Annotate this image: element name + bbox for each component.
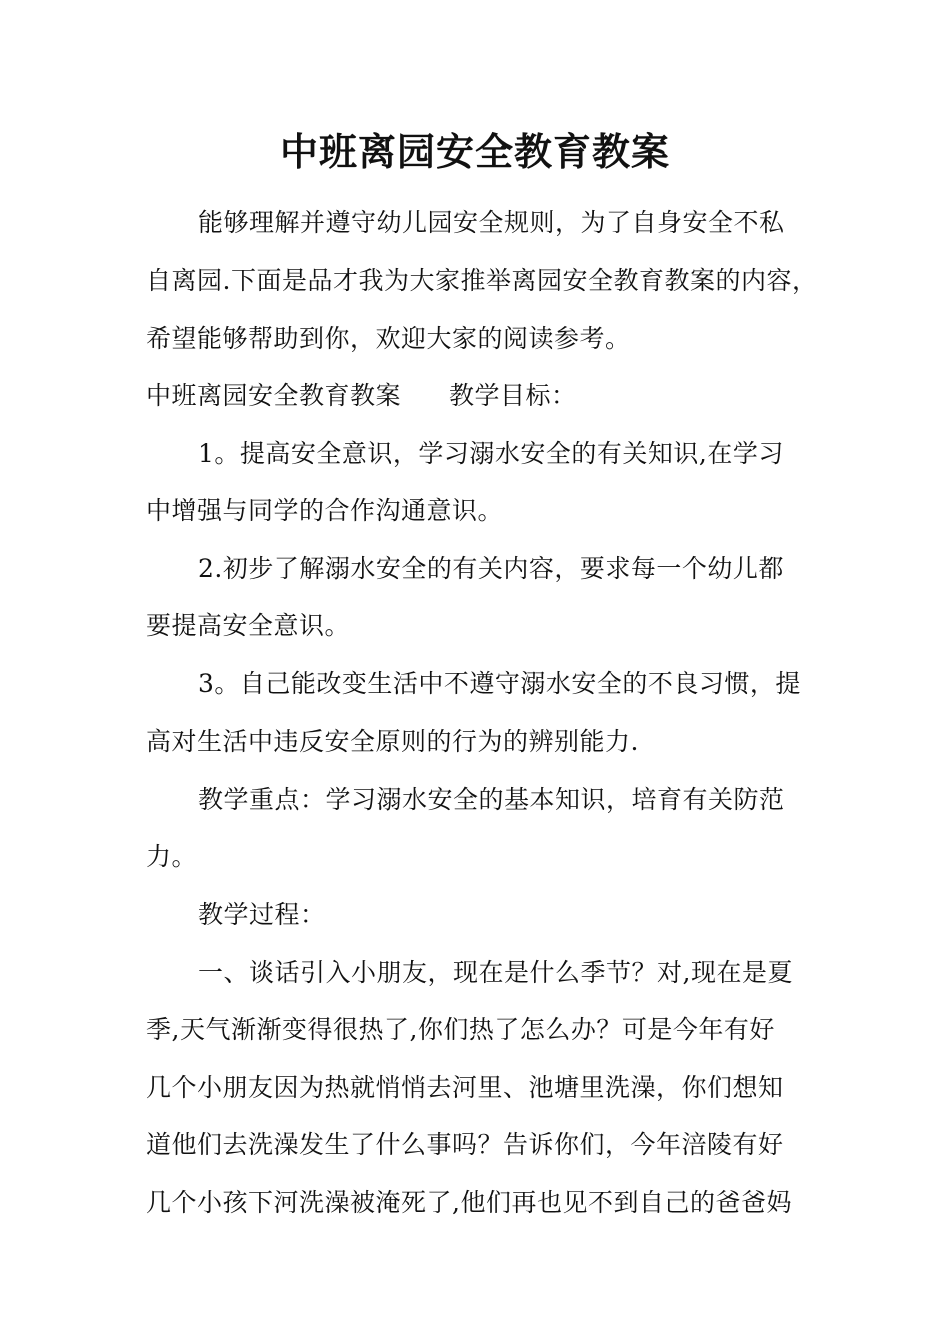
section-heading: 中班离园安全教育教案 (146, 381, 402, 410)
document-title: 中班离园安全教育教案 (279, 129, 670, 174)
objectives-heading: 教学目标： (449, 381, 577, 410)
paragraph-line: 要提高安全意识。 (146, 611, 351, 640)
paragraph-line: 1。提高安全意识，学习溺水安全的有关知识,在学习 (198, 439, 784, 468)
paragraph-line: 自离园.下面是品才我为大家推举离园安全教育教案的内容， (146, 266, 818, 295)
paragraph-line: 几个小朋友因为热就悄悄去河里、池塘里洗澡，你们想知 (146, 1073, 784, 1102)
paragraph-line: 能够理解并遵守幼儿园安全规则，为了自身安全不私 (198, 208, 785, 237)
paragraph-line: 教学重点：学习溺水安全的基本知识，培育有关防范 (198, 785, 785, 814)
paragraph-line: 道他们去洗澡发生了什么事吗？告诉你们，今年涪陵有好 (146, 1130, 784, 1159)
paragraph-line: 一、谈话引入小朋友，现在是什么季节？对,现在是夏 (198, 958, 793, 987)
paragraph-line: 2.初步了解溺水安全的有关内容，要求每一个幼儿都 (198, 554, 784, 583)
paragraph-line: 高对生活中违反安全原则的行为的辨别能力. (146, 727, 639, 756)
paragraph-line: 力。 (146, 842, 198, 871)
paragraph-line: 几个小孩下河洗澡被淹死了,他们再也见不到自己的爸爸妈 (146, 1188, 792, 1217)
paragraph-line: 3。自己能改变生活中不遵守溺水安全的不良习惯，提 (198, 669, 801, 698)
paragraph-line: 季,天气渐渐变得很热了,你们热了怎么办？可是今年有好 (146, 1015, 775, 1044)
paragraph-line: 教学过程： (198, 900, 326, 929)
section-heading-line (146, 378, 816, 414)
paragraph-line: 中增强与同学的合作沟通意识。 (146, 496, 504, 525)
paragraph-line: 希望能够帮助到你，欢迎大家的阅读参考。 (146, 324, 631, 353)
